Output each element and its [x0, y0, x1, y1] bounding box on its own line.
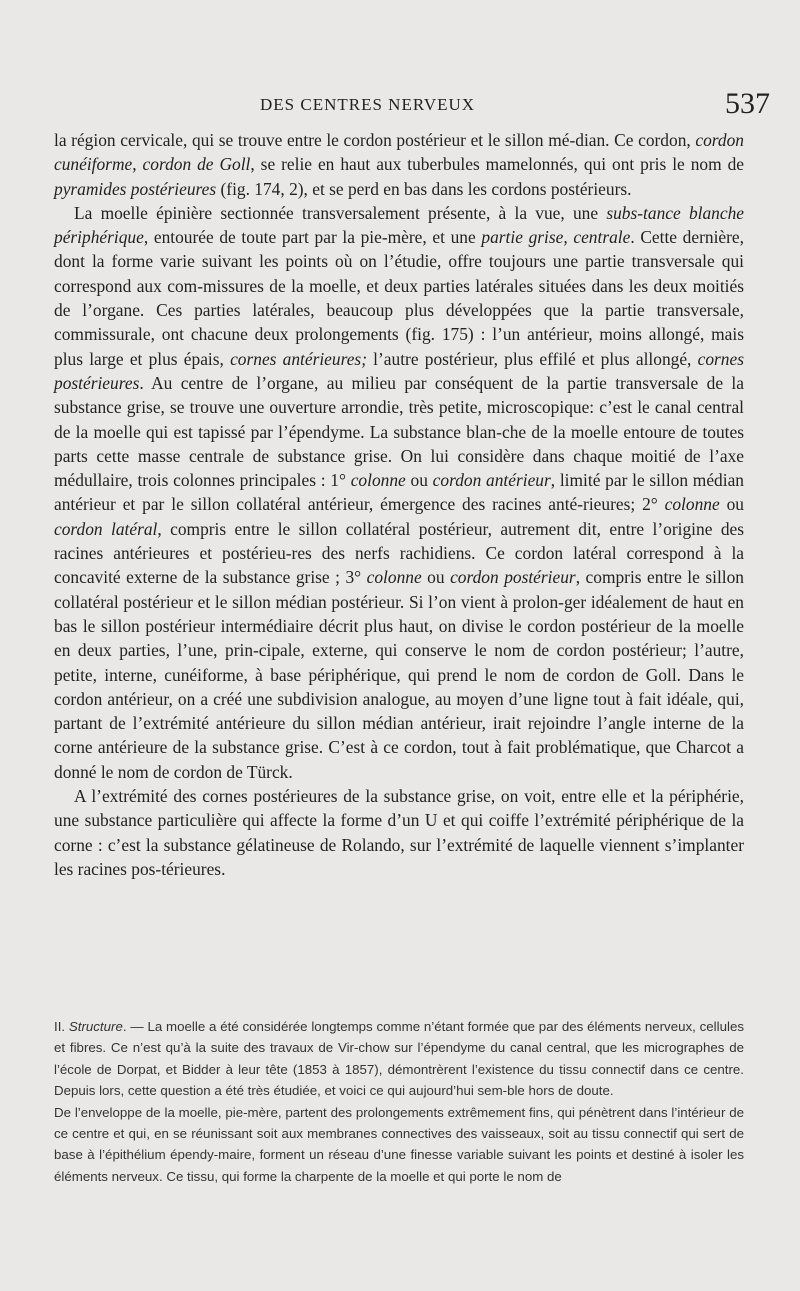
text-run: ou	[719, 494, 744, 515]
running-header	[54, 87, 770, 121]
paragraph	[54, 784, 744, 881]
text-run: , entourée de toute part par la pie-mère, et une	[143, 227, 482, 248]
text-run: , compris entre le sillon collatéral postérieur et le sillon médian postérieur. Si l’on vient à prolon-ger idéalement de haut en bas le sillon postérieur intermédiaire décrit plus haut, on divise le cordon postérieur de la moelle en deux parties, l’une, prin-cipale, externe, qui conserve le nom de cordon postérieur; l’autre, petite, interne, cunéiforme, à base périphérique, qui prend le nom de cordon de Goll. Dans le cordon antérieur, on a créé une subdivision analogue, au moyen d’une ligne tout à fait idéale, qui, partant de l’extrémité antérieure du sillon médian antérieur, irait rejoindre l’angle interne de la corne antérieure de la substance grise. C’est à ce cordon, tout à fait problématique, que Charcot a donné le nom de cordon de Türck.	[54, 567, 745, 782]
text-run: ou	[421, 567, 451, 588]
running-title: DES CENTRES NERVEUX	[260, 95, 476, 114]
text-run: , compris entre le sillon collatéral postérieur, autrement dit, entre l’origine des racines antérieures et postérieu-res des nerfs rachidiens. Ce cordon latéral correspond à la concavité externe de la substance grise ; 3°	[54, 518, 744, 588]
italic-term: partie grise, centrale	[481, 227, 631, 248]
text-run: la région cervicale, qui se trouve entre le cordon postérieur et le sillon mé-dian. Ce cordon,	[54, 130, 696, 150]
italic-term: cornes postérieures	[54, 348, 744, 393]
italic-term: cordon postérieur	[450, 567, 576, 588]
italic-term: colonne	[664, 494, 720, 515]
italic-term: Structure	[68, 1019, 123, 1034]
paragraph	[54, 201, 744, 784]
text-run: II.	[54, 1019, 69, 1034]
text-run: , limité par le sillon médian antérieur et par le sillon collatéral antérieur, émergence des racines anté-rieures; 2°	[54, 470, 744, 515]
text-run: . Cette dernière, dont la forme varie suivant les points où on l’étudie, offre toujours une partie transversale qui correspond aux com-missures de la moelle, et deux parties latérales situées dans les deux moitiés de l’organe. Ces parties latérales, beaucoup plus développées que la partie transversale, commissurale, ont chacune deux prolongements (fig. 175) : l’un antérieur, moins allongé, mais plus large et plus épais,	[54, 227, 744, 369]
small-print-section	[54, 1016, 744, 1187]
italic-term: cordon cunéiforme	[54, 130, 744, 175]
text-run: . Au centre de l’organe, au milieu par conséquent de la partie transversale de la substance grise, se trouve une ouverture arrondie, très petite, microscopique: c’est le canal central de la moelle qui est tapissé par l’épendyme. La substance blan-che de la moelle entoure de toutes parts cette masse centrale de substance grise. On lui considère dans chaque moitié de l’axe médullaire, trois colonnes principales : 1°	[54, 372, 744, 491]
italic-term: pyramides postérieures	[54, 178, 217, 199]
text-run: ou	[405, 470, 433, 491]
paragraph	[54, 128, 744, 201]
italic-term: cordon de Goll	[142, 154, 251, 175]
italic-term: cornes antérieures;	[230, 348, 367, 369]
text-run: . — La moelle a été considérée longtemps comme n’étant formée que par des éléments nerveux, cellules et fibres. Ce n’est qu’à la suite des travaux de Vir-chow sur l’épendyme du canal central, que les micrographes de l’école de Dorpat, et Bidder à leur tête (1853 à 1857), démontrèrent l’existence du tissu connectif dans ce centre. Depuis lors, cette question a été très étudiée, et voici ce qui aujourd’hui sem-ble hors de doute.	[54, 1019, 744, 1099]
note-paragraph	[54, 1016, 744, 1102]
text-run: l’autre postérieur, plus effilé et plus allongé,	[366, 348, 698, 369]
italic-term: colonne	[350, 470, 406, 491]
text-run: ,	[132, 154, 143, 175]
page-number: 537	[725, 87, 770, 120]
text-run: (fig. 174, 2), et se perd en bas dans les cordons postérieurs.	[216, 178, 632, 199]
text-run: La moelle épinière sectionnée transversalement présente, à la vue, une	[74, 202, 607, 223]
italic-term: cordon latéral	[54, 518, 158, 539]
text-run: A l’extrémité des cornes postérieures de la substance grise, on voit, entre elle et la périphérie, une substance particulière qui affecte la forme d’un U et qui coiffe l’extrémité périphérique de la corne : c’est la substance gélatineuse de Rolando, sur l’extrémité de laquelle viennent s’implanter les racines pos-térieures.	[54, 786, 744, 879]
text-run: , se relie en haut aux tuberbules mamelonnés, qui ont pris le nom de	[250, 154, 744, 175]
main-text	[54, 128, 744, 881]
text-run: De l’enveloppe de la moelle, pie-mère, partent des prolongements extrêmement fins, qui pénètrent dans l’intérieur de ce centre et qui, en se réunissant soit aux membranes connectives des vaisseaux, soit au tissu connectif qui sert de base à l’épithélium épendy-maire, forment un réseau d’une finesse variable suivant les points et destiné à isoler les éléments nerveux. Ce tissu, qui forme la charpente de la moelle et qui porte le nom de	[54, 1104, 744, 1184]
italic-term: colonne	[366, 567, 422, 588]
note-paragraph	[54, 1102, 744, 1188]
italic-term: cordon antérieur	[432, 470, 551, 491]
italic-term: subs-tance blanche périphérique	[54, 202, 744, 248]
